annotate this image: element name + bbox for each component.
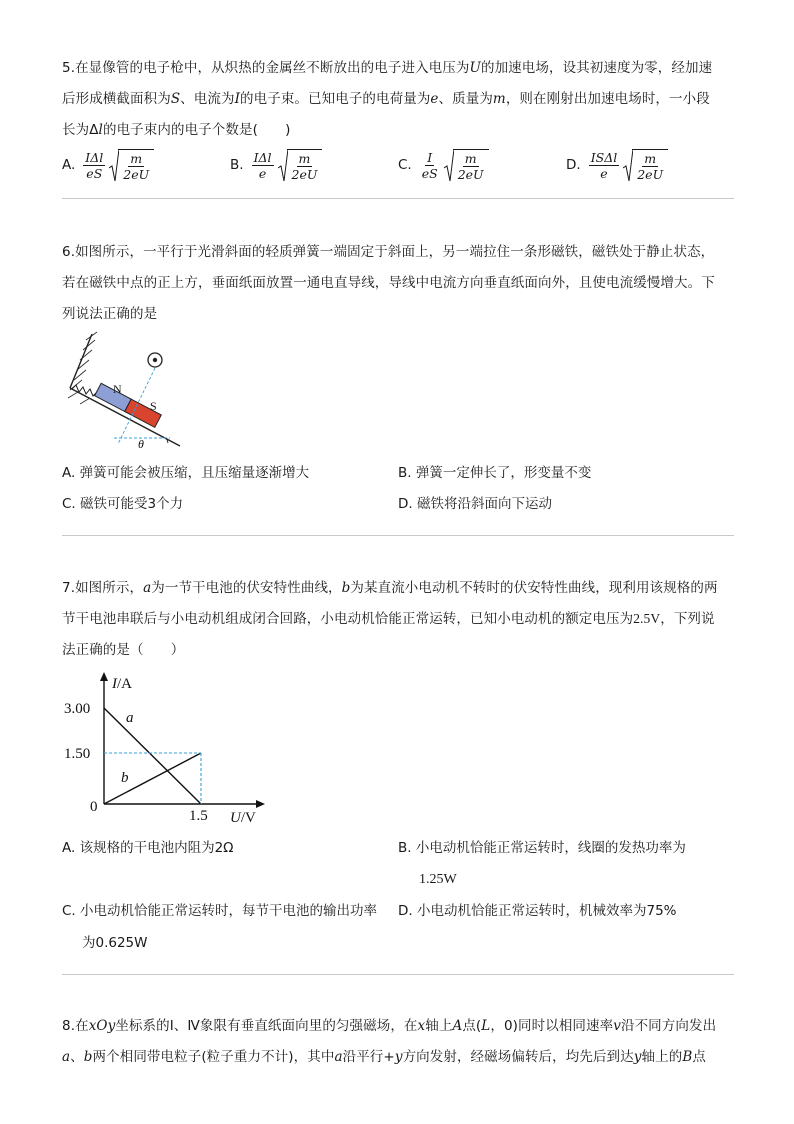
numerator: m [298, 150, 311, 166]
curve-a [104, 708, 201, 804]
var: L [481, 1018, 491, 1034]
q8-stem-line-2 [62, 1047, 706, 1067]
text: 8.在 [62, 1018, 89, 1034]
option-label: A. [62, 157, 76, 173]
text: 5.在显像管的电子枪中，从炽热的金属丝不断放出的电子进入电压为 [62, 60, 470, 76]
q6-magnet-incline-figure [62, 330, 192, 452]
curve-a-label: a [126, 710, 134, 726]
text: ，0)同时以相同速率 [490, 1018, 614, 1034]
fraction [420, 150, 440, 181]
text: 7.如图所示， [62, 580, 144, 596]
text: 后形成横截面积为 [62, 91, 171, 107]
var: a [143, 580, 152, 596]
q7-stem-line-1 [62, 578, 718, 598]
curve-b-label: b [121, 770, 129, 786]
x-tick-1.5: 1.5 [189, 808, 208, 824]
text: ，则在刚射出加速电场时，一小段 [505, 91, 710, 107]
denominator: 2eU [123, 166, 150, 182]
divider [62, 974, 734, 975]
var: a [62, 1049, 71, 1065]
divider [62, 535, 734, 536]
origin-label: 0 [90, 799, 98, 815]
q7-option-d[interactable]: D. 小电动机恰能正常运转时，机械效率为75% [398, 903, 677, 919]
option-label: B. [230, 157, 244, 173]
text: 、电流为 [180, 91, 235, 107]
text: 的加速电场，设其初速度为零，经加速 [480, 60, 713, 76]
text: 、质量为 [438, 91, 493, 107]
y-tick-3.00: 3.00 [64, 701, 91, 717]
q6-option-a[interactable]: A. 弹簧可能会被压缩，且压缩量逐渐增大 [62, 465, 310, 481]
var: U [469, 60, 481, 76]
var: I [234, 91, 241, 107]
var: A [452, 1018, 463, 1034]
q7-option-b[interactable] [398, 838, 686, 858]
square-root [278, 148, 323, 182]
text: 的电子束内的电子个数是( ) [102, 122, 291, 138]
q7-option-a[interactable]: A. 该规格的干电池内阻为2Ω [62, 840, 234, 856]
q7-option-c-value: 为0.625W [82, 935, 148, 951]
q5-option-c[interactable] [398, 143, 489, 187]
q6-stem-line-2: 若在磁铁中点的正上方，垂面纸面放置一通电直导线，导线中电流方向垂直纸面向外，且使电流缓慢增大。下 [62, 275, 715, 291]
q6-stem-line-1: 6.如图所示，一平行于光滑斜面的轻质弹簧一端固定于斜面上，另一端拉住一条形磁铁，磁铁处于静止状态， [62, 244, 715, 260]
numerator: IΔl [253, 149, 272, 165]
denominator: eS [86, 165, 103, 181]
text: 长为Δ [62, 122, 99, 138]
q7-option-c[interactable]: C. 小电动机恰能正常运转时，每节干电池的输出功率 [62, 903, 378, 919]
fraction [589, 150, 620, 181]
var: v [613, 1018, 621, 1034]
wall-surface [70, 334, 92, 388]
denominator: eS [421, 165, 438, 181]
var: b [83, 1049, 93, 1065]
denominator: 2eU [291, 166, 318, 182]
numerator: I [427, 149, 433, 165]
text: 点 [692, 1049, 706, 1065]
text: 为一节干电池的伏安特性曲线， [151, 580, 342, 596]
q7-stem-line-3: 法正确的是（ ） [62, 642, 185, 658]
denominator: 2eU [637, 166, 664, 182]
option-b-line-1: B. 小电动机恰能正常运转时，线圈的发热功率为 [398, 840, 686, 856]
text: 轴上的 [641, 1049, 683, 1065]
text: ，下列说 [660, 611, 715, 627]
var: l [98, 122, 103, 138]
text: 节干电池串联后与小电动机组成闭合回路，小电动机恰能正常运转，已知小电动机的额定电压为 [62, 611, 634, 627]
text: 点( [462, 1018, 482, 1034]
text: 沿不同方向发出 [620, 1018, 717, 1034]
text: 沿平行+ [342, 1049, 395, 1065]
q8-stem-line-1 [62, 1016, 716, 1036]
q6-option-c[interactable]: C. 磁铁可能受3个力 [62, 496, 184, 512]
q5-option-a[interactable] [62, 143, 154, 187]
text: 两个相同带电粒子(粒子重力不计)，其中 [92, 1049, 335, 1065]
x-axis-arrow-icon [256, 800, 265, 808]
var: y [394, 1049, 403, 1065]
q5-option-b[interactable] [230, 143, 322, 187]
option-label: D. [566, 157, 581, 173]
var: y [633, 1049, 642, 1065]
text: 的电子束。已知电子的电荷量为 [240, 91, 431, 107]
option-label: C. [398, 157, 412, 173]
text: 方向发射，经磁场偏转后，均先后到达 [402, 1049, 634, 1065]
q5-stem-line-1 [62, 58, 712, 78]
value: 2.5V [633, 611, 661, 626]
var: m [492, 91, 506, 107]
y-tick-1.50: 1.50 [64, 746, 91, 762]
numerator: m [644, 150, 657, 166]
var: xOy [88, 1018, 116, 1034]
pole-n-label: N [113, 382, 122, 396]
denominator: 2eU [457, 166, 484, 182]
current-dot [153, 358, 157, 362]
q6-stem-line-3: 列说法正确的是 [62, 306, 158, 322]
var: B [682, 1049, 693, 1065]
var: x [417, 1018, 426, 1034]
angle-theta-label: θ [138, 437, 144, 451]
numerator: ISΔl [590, 149, 618, 165]
numerator: m [130, 150, 143, 166]
q5-stem-line-2 [62, 89, 710, 109]
square-root [444, 148, 489, 182]
q7-stem-line-2 [62, 609, 715, 629]
var: S [170, 91, 181, 107]
q7-iv-graph [62, 668, 274, 828]
square-root [109, 148, 154, 182]
text: 轴上 [425, 1018, 453, 1034]
divider [62, 198, 734, 199]
y-axis-label: I/A [112, 676, 132, 692]
var: a [334, 1049, 343, 1065]
y-axis-arrow-icon [100, 672, 108, 681]
q5-option-d[interactable] [566, 143, 668, 187]
square-root [623, 148, 668, 182]
denominator: e [600, 165, 608, 181]
x-axis-label: U/V [230, 810, 256, 826]
fraction [252, 150, 274, 181]
var: e [430, 91, 439, 107]
fraction [83, 150, 105, 181]
q7-option-b-value: 1.25W [419, 872, 457, 887]
text: 坐标系的Ⅰ、Ⅳ象限有垂直纸面向里的匀强磁场，在 [115, 1018, 418, 1034]
numerator: IΔl [85, 149, 104, 165]
q6-option-d[interactable]: D. 磁铁将沿斜面向下运动 [398, 496, 552, 512]
numerator: m [464, 150, 477, 166]
wall-hatch [70, 332, 97, 390]
curve-b [104, 753, 201, 804]
q6-option-b[interactable]: B. 弹簧一定伸长了，形变量不变 [398, 465, 592, 481]
pole-s-label: S [150, 399, 157, 413]
text: 、 [70, 1049, 84, 1065]
var: b [341, 580, 351, 596]
denominator: e [258, 165, 267, 181]
text: 为某直流小电动机不转时的伏安特性曲线，现利用该规格的两 [350, 580, 718, 596]
q5-stem-line-3 [62, 120, 291, 140]
